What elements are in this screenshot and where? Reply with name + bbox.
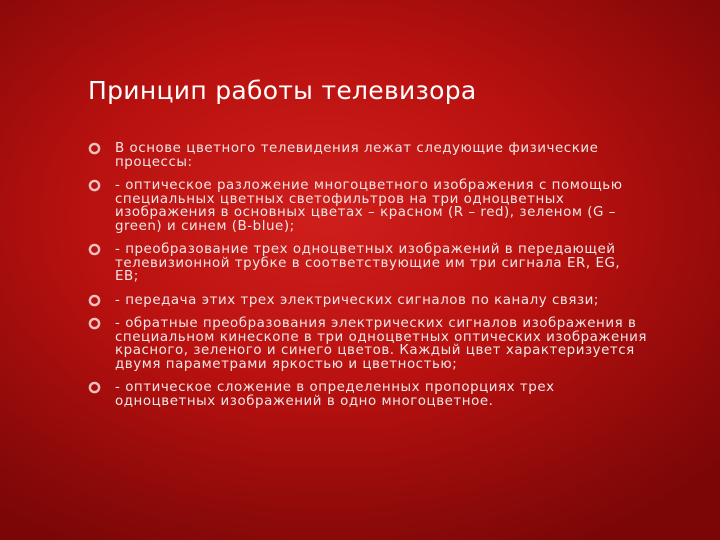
bullet-item xyxy=(88,294,648,308)
bullet-text: - обратные преобразования электрических сигналов изображения в специальном кинескопе в три одноцветных оптических изображения красного, зеленого и синего цветов. Каждый цвет характеризуется двумя параметрами яркостью и цветностью; xyxy=(115,316,647,372)
circle-bullet-icon xyxy=(88,243,101,256)
bullet-item xyxy=(88,142,648,169)
circle-bullet-icon xyxy=(88,381,101,394)
circle-bullet-icon xyxy=(88,317,101,330)
circle-bullet-icon xyxy=(88,142,101,155)
bullet-item xyxy=(88,317,648,371)
bullet-item xyxy=(88,381,648,408)
bullet-item xyxy=(88,243,648,284)
bullet-text: - преобразование трех одноцветных изображений в передающей телевизионной трубке в соответствующие им три сигнала ER, EG, EB; xyxy=(115,242,621,284)
bullet-list xyxy=(88,142,648,408)
bullet-text: - оптическое сложение в определенных пропорциях трех одноцветных изображений в одно многоцветное. xyxy=(115,380,555,409)
bullet-item xyxy=(88,179,648,233)
bullet-text: - передача этих трех электрических сигналов по каналу связи; xyxy=(115,292,599,308)
circle-bullet-icon xyxy=(88,179,101,192)
bullet-text: В основе цветного телевидения лежат следующие физические процессы: xyxy=(115,141,599,170)
circle-bullet-icon xyxy=(88,294,101,307)
bullet-text: - оптическое разложение многоцветного изображения с помощью специальных цветных светофильтров на три одноцветных изображения в основных цветах – красном (R – red), зеленом (G – green) и синем (B-blue); xyxy=(115,178,623,234)
slide-title: Принцип работы телевизора xyxy=(88,76,477,105)
